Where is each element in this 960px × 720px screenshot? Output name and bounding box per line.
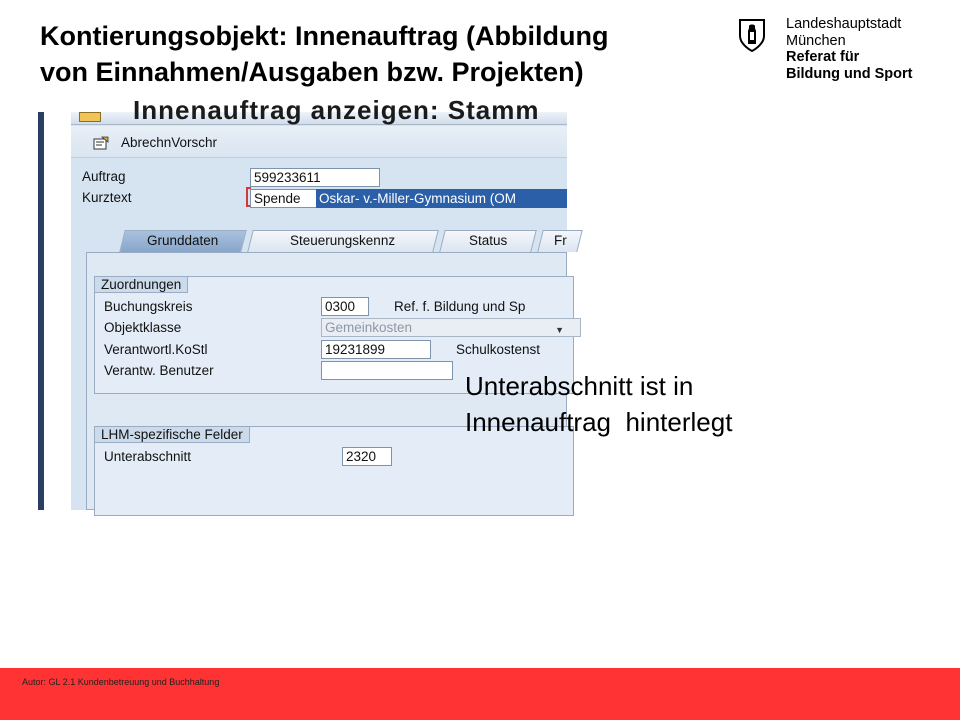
settlement-rule-icon[interactable] [93,136,109,150]
objektklasse-value: Gemeinkosten [325,320,413,335]
kurztext-field[interactable]: Spende [250,189,320,208]
chevron-down-icon[interactable]: ▼ [555,325,564,335]
buchungskreis-field[interactable]: 0300 [321,297,369,316]
tab-more[interactable]: Fr [537,230,582,252]
org-name [786,16,912,82]
transaction-icon [79,112,101,122]
org-line4: Bildung und Sport [786,65,913,82]
kostl-label: Verantwortl.KoStl [104,342,208,357]
kurztext-selection[interactable]: Oskar- v.-Miller-Gymnasium (OM [316,189,567,208]
benutzer-field[interactable] [321,361,453,380]
kostl-text: Schulkostenst [456,342,541,357]
tab-status[interactable]: Status [439,230,536,252]
callout-text: Unterabschnitt ist in Innenauftrag hinterlegt [465,371,733,437]
kurztext-label: Kurztext [82,190,132,205]
org-line2: München [786,32,846,49]
benutzer-label: Verantw. Benutzer [104,363,214,378]
kostl-field[interactable]: 19231899 [321,340,431,359]
unterabschnitt-label: Unterabschnitt [104,449,192,464]
buchungskreis-label: Buchungskreis [104,299,193,314]
objektklasse-label: Objektklasse [104,320,182,335]
sap-left-pane [44,112,71,510]
tab-steuerungskennz[interactable]: Steuerungskennz [247,230,438,252]
unterabschnitt-field[interactable]: 2320 [342,447,392,466]
city-logo [738,16,948,86]
sap-screenshot [38,95,567,510]
sap-window-title: Innenauftrag anzeigen: Stamm [133,95,540,125]
slide-title [40,18,740,90]
munich-crest-icon [738,18,766,52]
slide-title-line2: von Einnahmen/Ausgaben bzw. Projekten) [40,57,584,87]
auftrag-label: Auftrag [82,169,126,184]
buchungskreis-text: Ref. f. Bildung und Sp [394,299,526,314]
slide-title-line1: Kontierungsobjekt: Innenauftrag (Abbildung [40,21,609,51]
footer-bar [0,668,960,720]
abrechn-vorschr-button[interactable]: AbrechnVorschr [121,135,218,150]
org-line1: Landeshauptstadt [786,16,902,32]
sap-title-bar [71,95,567,125]
footer-author: Autor: GL 2.1 Kundenbetreuung und Buchhaltung [22,677,220,687]
org-line3: Referat für [786,49,860,65]
auftrag-field[interactable]: 599233611 [250,168,380,187]
zuordnungen-title: Zuordnungen [95,277,188,293]
sap-toolbar [71,126,567,158]
tab-grunddaten[interactable]: Grunddaten [119,230,246,252]
lhm-title: LHM-spezifische Felder [95,427,250,443]
objektklasse-select[interactable] [321,318,581,337]
